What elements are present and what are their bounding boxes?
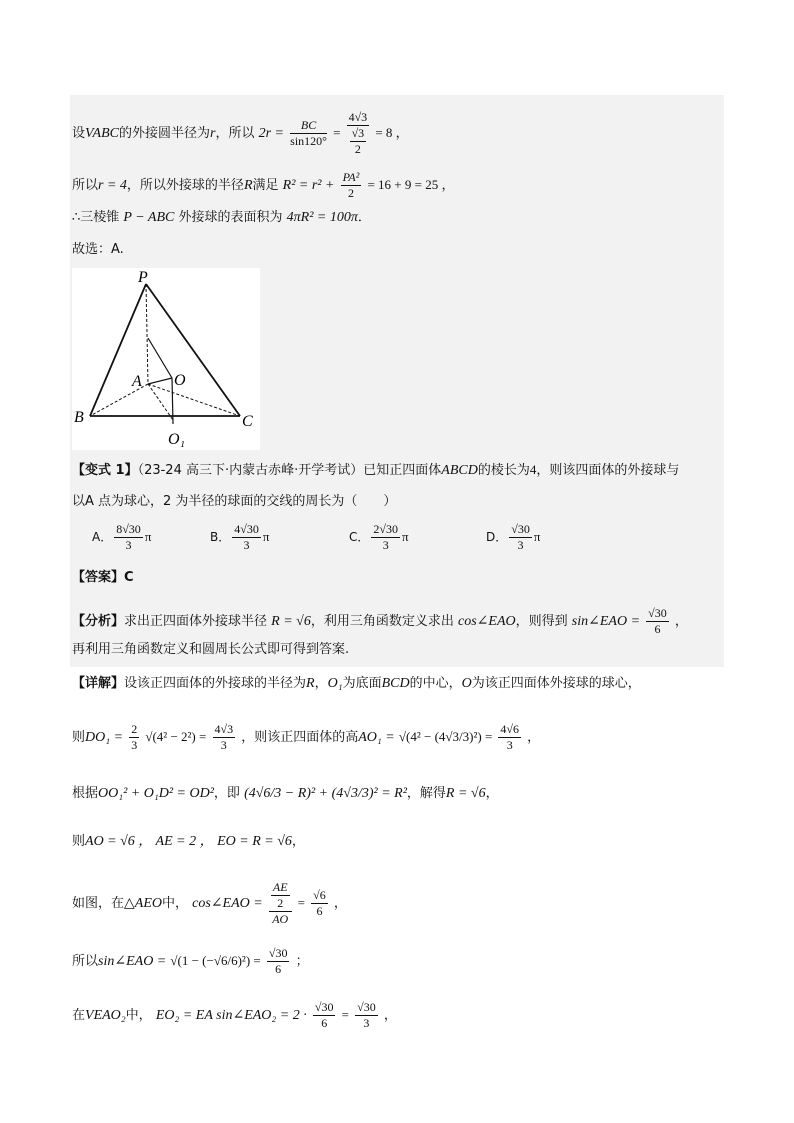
label-C: C — [242, 413, 253, 430]
label-P: P — [138, 269, 148, 286]
solution-line-1: 设VABC的外接圆半径为r，所以 2r = $\frac{BC}{\sin 120^\circ}$ = $\frac{4√3}{\frac{√3}{2}}$ = 8 ， — [72, 110, 409, 156]
detail-line-4: 则AO = √6 ， AE = 2 ， EO = R = √6， — [72, 834, 305, 849]
label-A: A — [132, 373, 142, 390]
detail-line-5: 如图，在△AEO中， cos∠EAO = $\frac{\frac{AE}{2}}{AO}$ = $\frac{√6}{6}$ ， — [72, 880, 347, 926]
solution-line-3: ∴三棱锥 P − ABC 外接球的表面积为 4πR² = 100π． — [72, 210, 371, 225]
figure-background — [72, 268, 260, 450]
solution-answer-line: 故选：A. — [72, 242, 124, 257]
tetrahedron-figure — [72, 268, 260, 450]
option-b[interactable]: B． $\frac{4√30}{3}$ π — [210, 522, 270, 552]
analysis-line-1: 【分析】求出正四面体外接球半径 R = √6，利用三角函数定义求出 cos∠EAO，则得到 sin∠EAO = $\frac{√30}{6}$ ， — [72, 606, 688, 636]
detail-line-3: 根据OO₁² + O₁D² = OD²，即 (4√6/3 − R)² + (4√3/3)² = R²，解得R = √6， — [72, 786, 499, 801]
option-d[interactable]: D． $\frac{√30}{3}$ π — [486, 522, 541, 552]
analysis-line-2: 再利用三角函数定义和圆周长公式即可得到答案. — [72, 642, 350, 657]
label-O1: O₁ — [168, 431, 186, 448]
label-O: O — [174, 372, 186, 389]
detail-line-1: 【详解】设该正四面体的外接球的半径为R，O₁为底面BCD的中心，O为该正四面体外接球的球心， — [72, 676, 641, 691]
detail-line-6: 所以sin∠EAO = √(1 − (−√6/6)²) = $\frac{√30}{6}$ ； — [72, 946, 309, 976]
label-B: B — [74, 409, 84, 426]
option-a[interactable]: A． $\frac{8√30}{3}$ π — [92, 522, 152, 552]
detail-line-7: 在VEAO₂中， EO₂ = EA sin∠EAO₂ = 2 · $\frac{√30}{6}$ = $\frac{√30}{3}$ ， — [72, 1000, 397, 1030]
variant-stem-line-2: 以A 点为球心，2 为半径的球面的交线的周长为（ ） — [72, 494, 397, 509]
detail-line-2: 则DO₁ = $\frac{2}{3}$ √(4² − 2²) = $\frac{4√3}{3}$ ，则该正四面体的高AO₁ = √(4² − (4√3/3)²) = $\frac{4√6}{3}$ ， — [72, 722, 541, 752]
solution-line-2: 所以r = 4，所以外接球的半径R满足 R² = r² + $\frac{\text{PA²}}{2}$ = 16 + 9 = 25 ， — [72, 170, 455, 200]
option-c[interactable]: C． $\frac{2√30}{3}$ π — [349, 522, 409, 552]
answer-line: 【答案】C — [72, 570, 134, 585]
variant-stem-line-1: 【变式 1】（23-24 高三下·内蒙古赤峰·开学考试）已知正四面体ABCD的棱长为4，则该四面体的外接球与 — [72, 462, 680, 478]
